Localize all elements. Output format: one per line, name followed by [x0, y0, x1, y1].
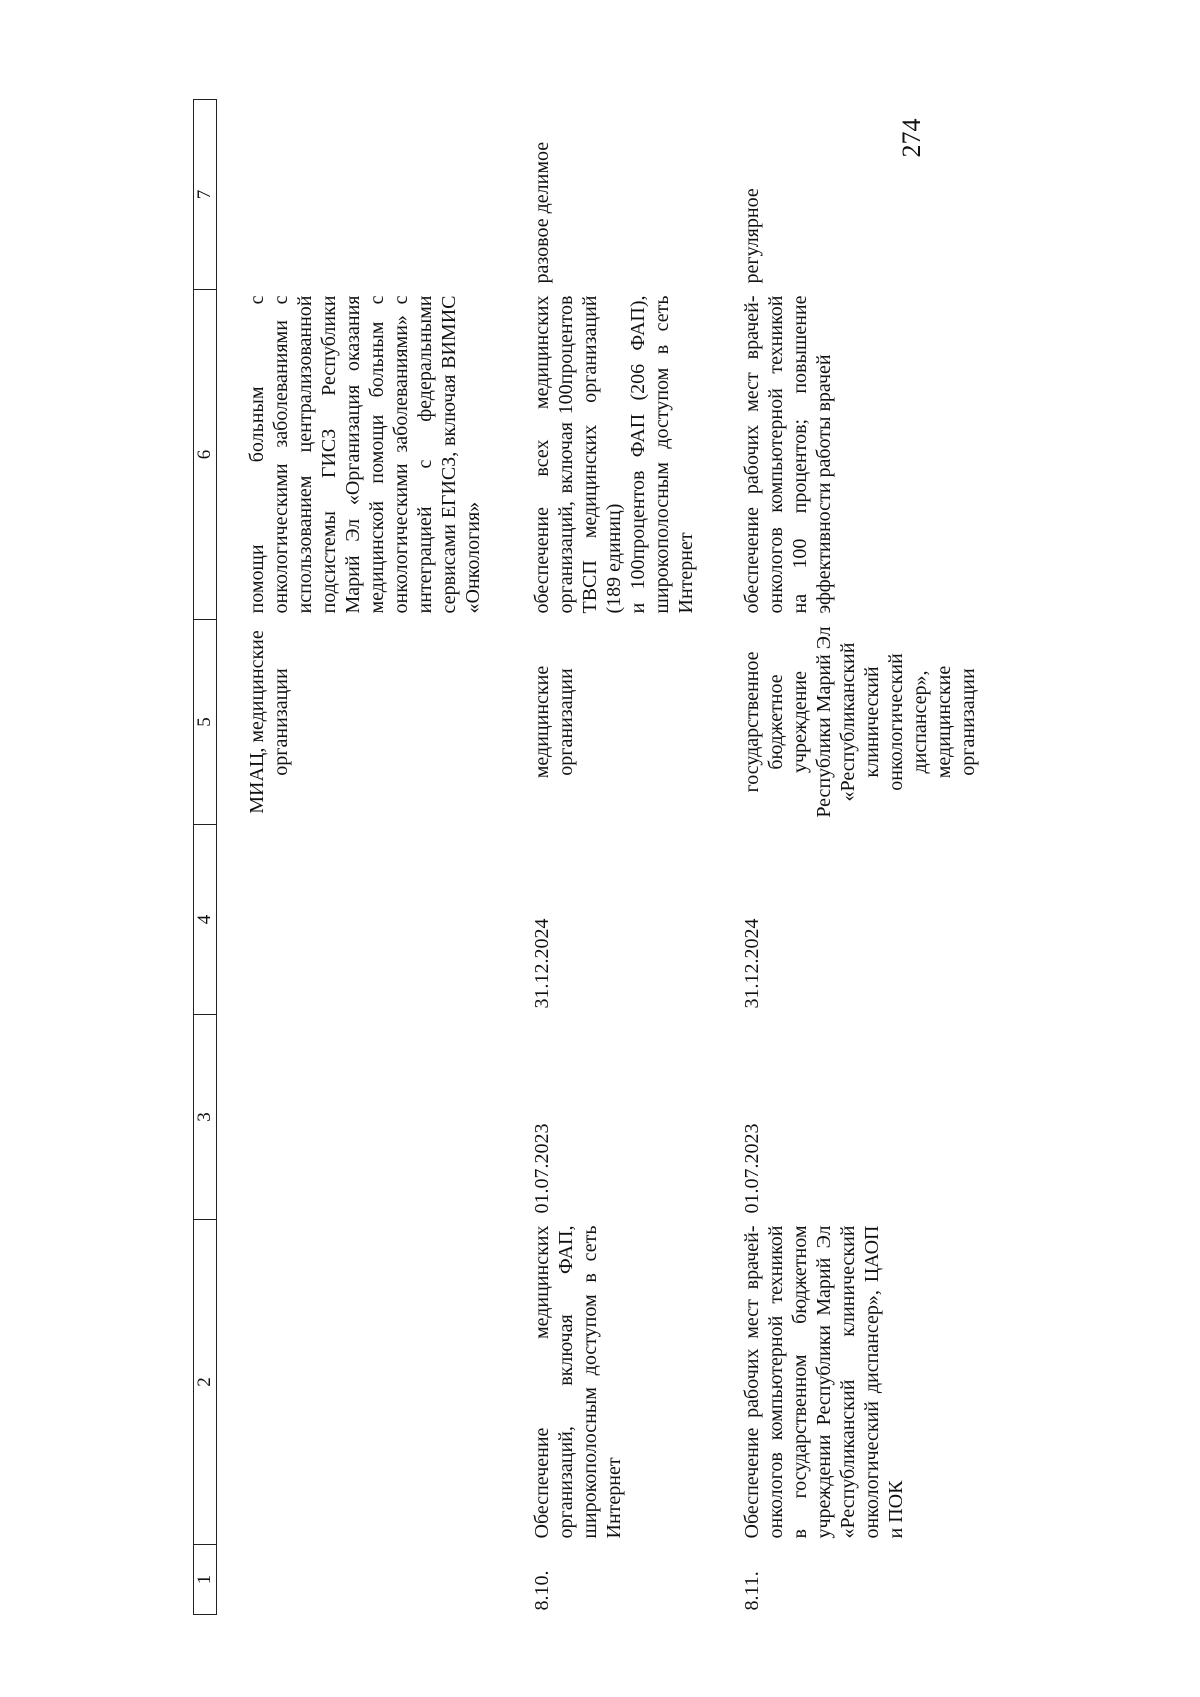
start-date [217, 1015, 502, 1220]
table-row [502, 100, 712, 1615]
rotated-document [193, 100, 979, 1615]
expected-result [502, 290, 712, 620]
table-row [712, 100, 980, 1615]
row-number: 8.11. [740, 1571, 763, 1611]
measure-name [217, 1220, 502, 1545]
expected-result: обеспечение рабочих мест врачей-онкологов компьютерной техникой на 100 процентов; повышение эффективности работы врачей [740, 295, 835, 614]
result-line: обеспечение всех медицинских организаций, включая 100процентов ТВСП медицинских организаций (189 единиц) [530, 295, 625, 614]
header-row [194, 100, 217, 1615]
col-header-4: 4 [194, 825, 217, 1015]
col-header-3: 3 [194, 1015, 217, 1220]
measures-table [193, 99, 980, 1615]
col-header-1: 1 [194, 1545, 217, 1615]
result-line: и 100процентов ФАП (206 ФАП), широкополосным доступом в сеть Интернет [626, 295, 697, 614]
end-date: 31.12.2024 [740, 918, 763, 1009]
table-row [217, 100, 502, 1615]
col-header-7: 7 [194, 100, 217, 290]
expected-result: помощи больным с онкологическими заболеваниями с использованием централизованной подсистемы ГИСЗ Республики Марий Эл «Организация оказания медицинской помощи больным с онкологическими заболеваниями» с интеграцией с федеральными сервисами ЕГИСЗ, включая ВИМИС «Онкология» [246, 295, 484, 614]
row-number [217, 1545, 502, 1615]
executor: МИАЦ, медицинские организации [246, 630, 292, 814]
measure-type [217, 100, 502, 290]
start-date: 01.07.2023 [740, 1123, 763, 1214]
row-number: 8.10. [530, 1570, 553, 1611]
measure-name: Обеспечение рабочих мест врачей-онкологов компьютерной техникой в государственном бюджетном учреждении Республики Марий Эл «Республиканский клинический онкологический диспансер», ЦАОП и ПОК [740, 1225, 907, 1539]
executor: медицинские организации [530, 665, 577, 779]
start-date: 01.07.2023 [530, 1123, 553, 1214]
measure-type: регулярное [740, 188, 763, 284]
measure-type: разовое делимое [530, 141, 553, 284]
col-header-5: 5 [194, 620, 217, 825]
end-date [217, 825, 502, 1015]
executor: государственное бюджетное учреждение Республики Марий Эл «Республиканский клинический онкологический диспансер», медицинские организации [740, 626, 979, 818]
measure-name: Обеспечение медицинских организаций, включая ФАП, широкополосным доступом в сеть Интернет [530, 1225, 625, 1539]
page-number: 274 [897, 118, 926, 158]
col-header-2: 2 [194, 1220, 217, 1545]
end-date: 31.12.2024 [530, 918, 553, 1009]
col-header-6: 6 [194, 290, 217, 620]
